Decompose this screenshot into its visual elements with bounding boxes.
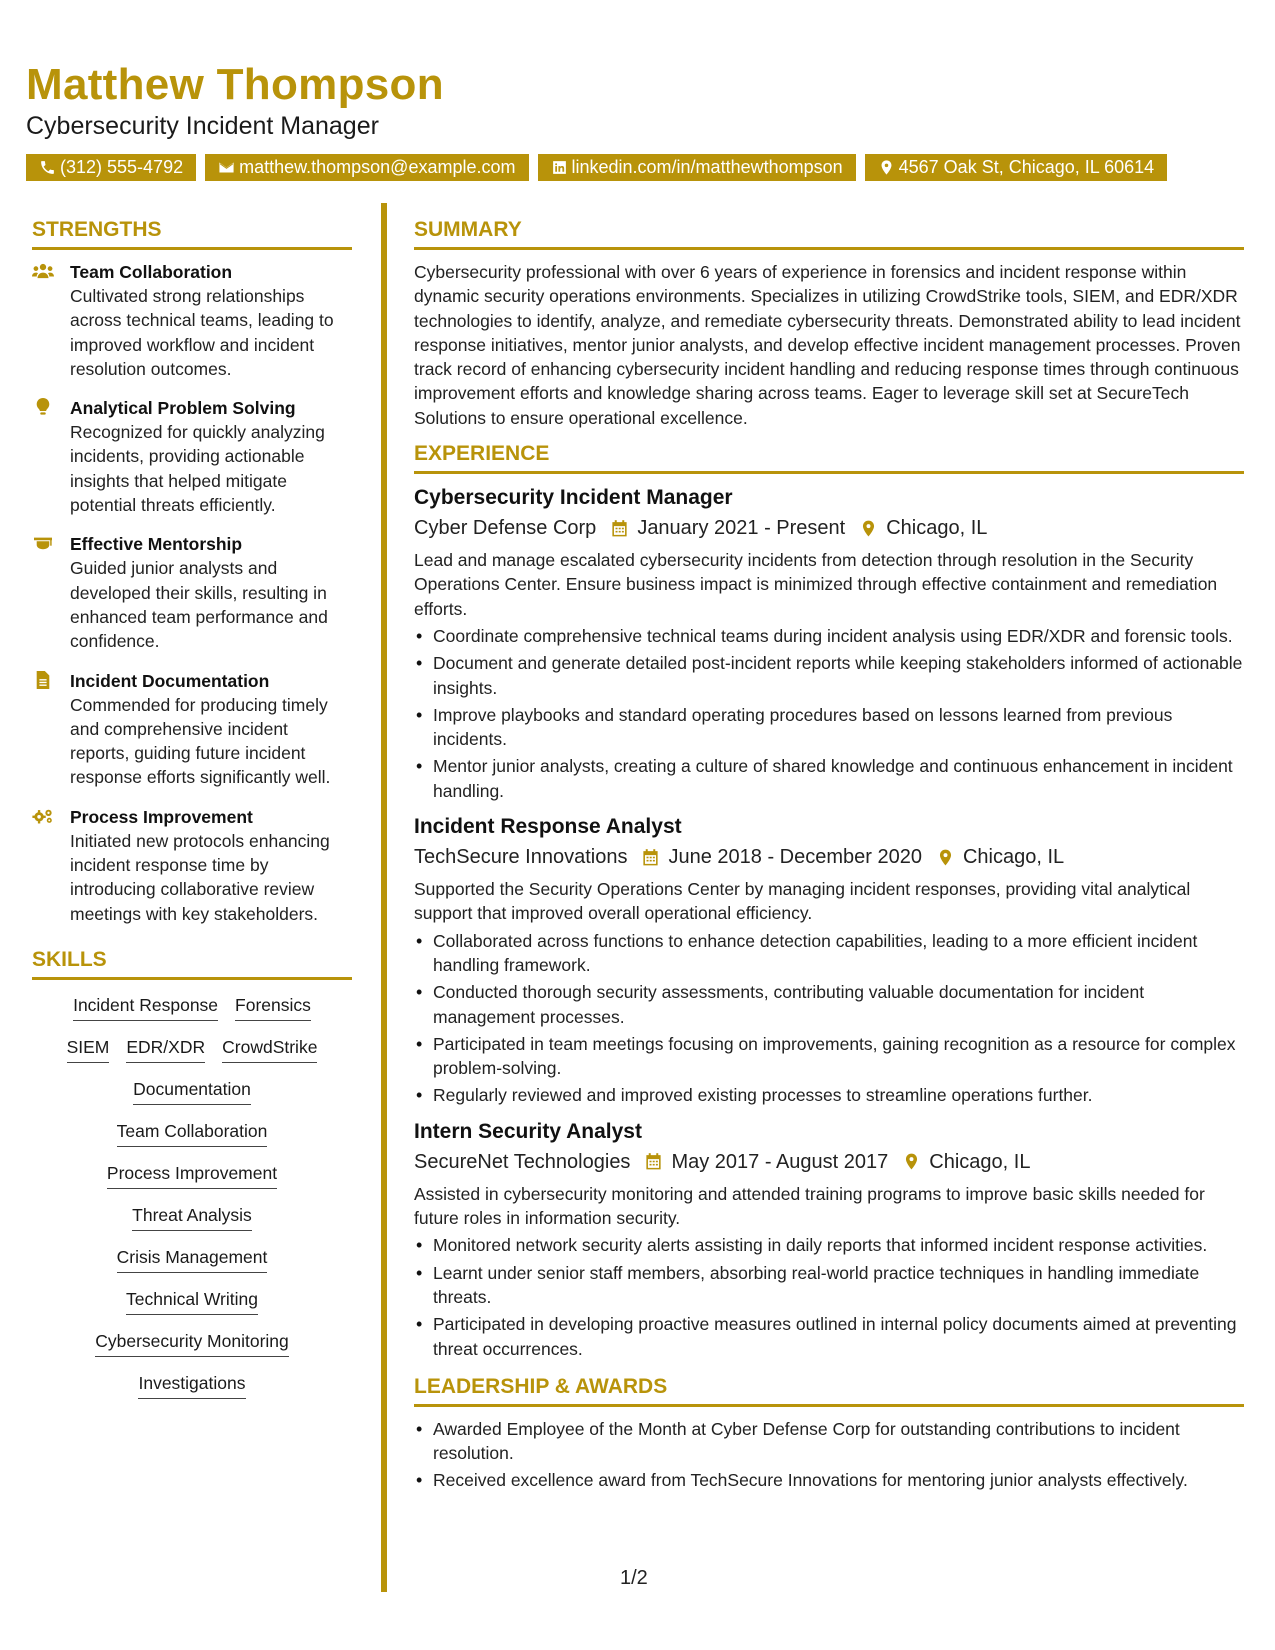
contact-bar: [26, 154, 1167, 181]
strength-title: Team Collaboration: [70, 262, 233, 282]
map-marker-icon: [902, 1152, 921, 1171]
job-description: Lead and manage escalated cybersecurity incidents from detection through resolution in the Security Operations Center. Ensure business impact is minimized through effective containment and remediation efforts.: [414, 550, 1218, 619]
job-dates: May 2017 - August 2017: [671, 1150, 889, 1173]
contact-email[interactable]: [205, 154, 528, 181]
map-marker-icon: [859, 519, 878, 538]
award-item: • Received excellence award from TechSecure Innovations for mentoring junior analysts effectively.: [414, 1468, 1244, 1492]
job-title: Intern Security Analyst: [414, 1119, 642, 1143]
job-bullets: [414, 929, 1244, 1108]
skill-tag: Forensics: [235, 994, 311, 1021]
phone-text: (312) 555-4792: [60, 157, 184, 177]
graduation-cap-icon: [32, 534, 54, 552]
summary-heading: SUMMARY: [414, 218, 1244, 250]
document-icon: [32, 671, 54, 689]
skill-tag: Threat Analysis: [132, 1204, 252, 1231]
skills-heading: SKILLS: [32, 948, 352, 980]
job-bullet: • Regularly reviewed and improved existing processes to streamline operations further.: [414, 1083, 1244, 1107]
skill-tag: Incident Response: [73, 994, 218, 1021]
strength-desc: Guided junior analysts and developed their skills, resulting in enhanced team performance and confidence.: [70, 558, 328, 652]
job-bullet: • Document and generate detailed post-incident reports while keeping stakeholders informed of actionable insights.: [414, 651, 1244, 700]
job-bullet: • Learnt under senior staff members, absorbing real-world practice techniques in handling immediate threats.: [414, 1261, 1244, 1310]
awards-heading: LEADERSHIP & AWARDS: [414, 1375, 1244, 1407]
job-meta: [414, 1146, 1244, 1178]
map-marker-icon: [878, 159, 895, 176]
job-location: Chicago, IL: [962, 846, 1065, 869]
calendar-icon: [641, 848, 660, 867]
job-dates: June 2018 - December 2020: [668, 846, 922, 869]
strength-title: Analytical Problem Solving: [70, 398, 296, 419]
job-company: Cyber Defense Corp: [414, 517, 597, 540]
map-marker-icon: [936, 848, 955, 867]
job-bullet: • Monitored network security alerts assisting in daily reports that informed incident response activities.: [414, 1233, 1244, 1257]
strength-desc: Commended for producing timely and comprehensive incident reports, guiding future incident response efforts significantly well.: [70, 694, 331, 788]
summary-text: Cybersecurity professional with over 6 years of experience in forensics and incident response within dynamic security operations environments. Specializes in utilizing CrowdStrike tools, SIEM, and EDR/XDR technologies to identify, analyze, and remediate cybersecurity threats. Demonstrated ability to lead incident response initiatives, mentor junior analysts, and develop effective incident management processes. Proven track record of enhancing cybersecurity incident handling and reducing response times through continuous improvement efforts and knowledge sharing across teams. Eager to leverage skill set at SecureTech Solutions to ensure operational excellence.: [414, 262, 1241, 428]
strength-item: [32, 532, 352, 653]
awards-list: [414, 1417, 1244, 1493]
strengths-heading: STRENGTHS: [32, 218, 352, 250]
strength-title: Effective Mentorship: [70, 534, 243, 555]
skill-tag: Technical Writing: [126, 1288, 258, 1315]
lightbulb-icon: [32, 398, 54, 416]
calendar-icon: [644, 1152, 663, 1171]
job-location: Chicago, IL: [929, 1150, 1031, 1173]
envelope-icon: [218, 159, 235, 176]
skills-list: [32, 994, 352, 1399]
skill-tag: EDR/XDR: [126, 1036, 205, 1063]
users-icon: [32, 262, 54, 280]
calendar-icon: [610, 519, 629, 538]
job-entry: [414, 813, 1244, 1108]
job-bullet: • Mentor junior analysts, creating a culture of shared knowledge and continuous enhancement in incident handling.: [414, 754, 1244, 803]
candidate-name: Matthew Thompson: [26, 60, 444, 109]
job-bullet: • Coordinate comprehensive technical teams during incident analysis using EDR/XDR and forensic tools.: [414, 624, 1244, 648]
strength-desc: Recognized for quickly analyzing incidents, providing actionable insights that helped mitigate potential threats efficiently.: [70, 422, 325, 516]
strength-item: [32, 396, 352, 517]
strength-item: [32, 805, 352, 926]
skill-tag: Cybersecurity Monitoring: [95, 1330, 289, 1357]
job-bullet: • Conducted thorough security assessments, contributing valuable documentation for incident management processes.: [414, 980, 1244, 1029]
strength-title: Incident Documentation: [70, 670, 270, 691]
skill-tag: Documentation: [133, 1078, 251, 1105]
experience-heading: EXPERIENCE: [414, 442, 1244, 474]
job-title: Cybersecurity Incident Manager: [414, 486, 733, 510]
job-location: Chicago, IL: [886, 517, 988, 540]
linkedin-icon: [551, 159, 568, 176]
job-entry: [414, 1118, 1244, 1361]
job-description: Supported the Security Operations Center by managing incident responses, providing vital analytical support that improved overall operational efficiency.: [414, 879, 1191, 924]
left-column: [32, 218, 352, 1414]
linkedin-text: linkedin.com/in/matthewthompson: [571, 157, 843, 177]
award-item: • Awarded Employee of the Month at Cyber Defense Corp for outstanding contributions to incident resolution.: [414, 1417, 1244, 1466]
strength-item: [32, 260, 352, 381]
email-text: matthew.thompson@example.com: [239, 157, 516, 177]
address-text: 4567 Oak St, Chicago, IL 60614: [898, 157, 1155, 177]
job-company: SecureNet Technologies: [414, 1150, 631, 1173]
strength-item: [32, 669, 352, 790]
strength-desc: Initiated new protocols enhancing incident response time by introducing collaborative review meetings with key stakeholders.: [70, 830, 330, 924]
column-divider: [381, 203, 387, 1592]
job-bullets: [414, 1233, 1244, 1360]
candidate-title: Cybersecurity Incident Manager: [26, 112, 379, 140]
job-entry: [414, 484, 1244, 803]
job-bullet: • Collaborated across functions to enhance detection capabilities, leading to a more efficient incident handling framework.: [414, 929, 1244, 978]
skill-tag: SIEM: [67, 1036, 110, 1063]
job-meta: [414, 841, 1244, 873]
right-column: [414, 218, 1244, 1493]
contact-phone[interactable]: [26, 154, 196, 181]
contact-linkedin[interactable]: [538, 154, 856, 181]
gears-icon: [32, 807, 54, 825]
skill-tag: Process Improvement: [107, 1162, 277, 1189]
job-bullets: [414, 624, 1244, 803]
contact-address[interactable]: [865, 154, 1168, 181]
phone-icon: [39, 159, 56, 176]
job-title: Incident Response Analyst: [414, 815, 682, 839]
job-description: Assisted in cybersecurity monitoring and attended training programs to improve basic skills needed for future roles in information security.: [414, 1183, 1205, 1229]
strength-desc: Cultivated strong relationships across technical teams, leading to improved workflow and incident resolution outcomes.: [70, 286, 334, 379]
strength-title: Process Improvement: [70, 806, 253, 827]
skill-tag: Investigations: [138, 1372, 245, 1399]
job-meta: [414, 512, 1244, 544]
page-number: 1/2: [620, 1567, 648, 1589]
skill-tag: CrowdStrike: [222, 1036, 317, 1063]
job-bullet: • Participated in team meetings focusing on improvements, gaining recognition as a resource for complex problem-solving.: [414, 1032, 1244, 1081]
job-bullet: • Participated in developing proactive measures outlined in internal policy documents aimed at preventing threat occurrences.: [414, 1312, 1244, 1361]
skill-tag: Crisis Management: [117, 1246, 268, 1273]
job-dates: January 2021 - Present: [637, 517, 846, 540]
job-company: TechSecure Innovations: [414, 846, 628, 869]
skill-tag: Team Collaboration: [117, 1120, 268, 1147]
job-bullet: • Improve playbooks and standard operating procedures based on lessons learned from previous incidents.: [414, 703, 1244, 752]
